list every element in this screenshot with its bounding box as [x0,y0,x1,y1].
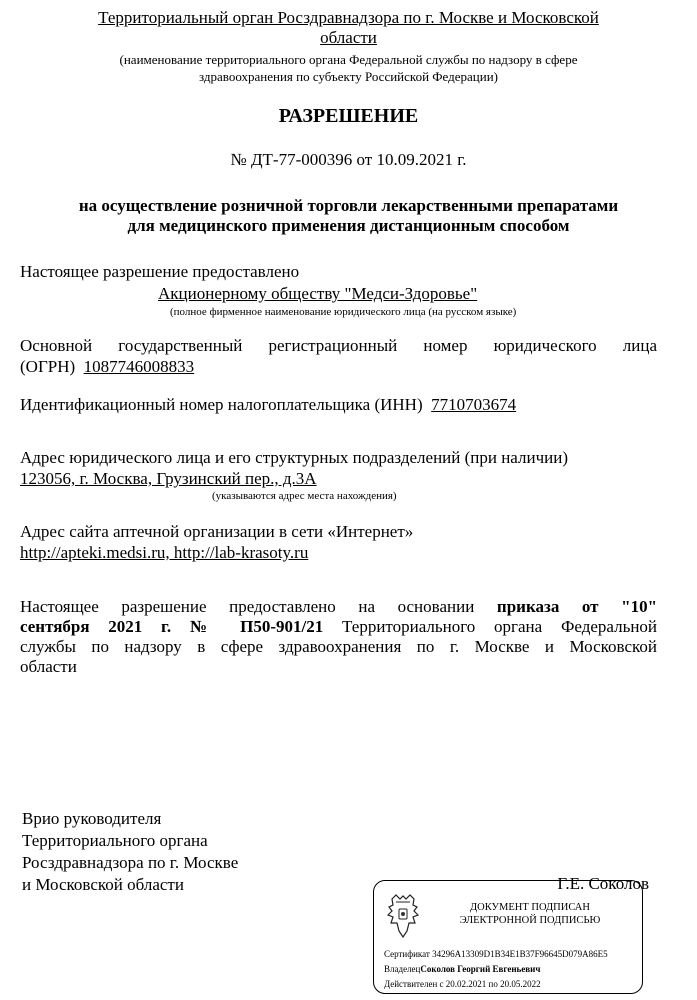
granted-intro: Настоящее разрешение предоставлено [20,262,300,281]
recipient-caption: (полное фирменное наименование юридического лица (на русском языке) [170,306,517,318]
website-label: Адрес сайта аптечной организации в сети «Интернет» [20,522,414,541]
inn-label: Идентификационный номер налогоплательщика (ИНН) [20,395,423,414]
order-reference-start: приказа от "10" [496,597,658,616]
stamp-certificate: Сертификат 34296A13309D1B34E1B37F96645D079A86E5 [384,949,608,959]
stamp-title: ДОКУМЕНТ ПОДПИСАН ЭЛЕКТРОННОЙ ПОДПИСЬЮ [459,902,601,926]
permit-subject: на осуществление розничной торговли лекарственными препаратами для медицинского применения дистанционным способом [78,196,619,235]
recipient-name: Акционерному обществу "Медси-Здоровье" [158,284,478,303]
issuing-authority-line1: Территориальный орган Росздравнадзора по г. Москве и Московской [98,8,599,27]
issuing-authority-caption: (наименование территориального органа Федеральной службы по надзору в сфере здравоохранения по субъекту Российской Федерации) [119,52,578,84]
stamp-owner: ВладелецСоколов Георгий Евгеньевич [384,964,541,974]
website-value: http://apteki.medsi.ru, http://lab-krasoty.ru [20,543,309,562]
permit-number: № ДТ-77-000396 от 10.09.2021 г. [230,150,467,169]
stamp-validity: Действителен с 20.02.2021 по 20.05.2022 [384,979,541,989]
inn-line [20,395,516,415]
ogrn-line [20,357,194,377]
issuing-authority [0,8,697,48]
coat-of-arms-icon [384,893,422,939]
ogrn-label: Основной государственный регистрационный номер юридического лица [20,336,657,355]
address-value: 123056, г. Москва, Грузинский пер., д.3А [20,469,317,488]
ogrn-prefix: (ОГРН) [20,357,76,376]
address-label: Адрес юридического лица и его структурных подразделений (при наличии) [20,448,568,467]
address-caption: (указываются адрес места нахождения) [212,490,397,502]
signatory-title: Врио руководителя Территориального органа Росздравнадзора по г. Москве и Московской области [22,809,239,894]
document-title: РАЗРЕШЕНИЕ [278,105,419,127]
issuing-authority-line2: области [320,28,377,47]
inn-value: 7710703674 [431,395,517,414]
order-reference-end: сентября 2021 г. № П50-901/21 [20,617,324,636]
basis-paragraph: Настоящее разрешение предоставлено на основании приказа от "10" сентября 2021 г. № П50-901/21 Территориального органа Федеральной службы по надзору в сфере здравоохранения по г. Москве и Московской области [20,597,658,676]
electronic-signature-stamp [373,880,643,994]
ogrn-value: 1087746008833 [83,357,195,376]
signer-name: Г.Е. Соколов [557,874,649,893]
